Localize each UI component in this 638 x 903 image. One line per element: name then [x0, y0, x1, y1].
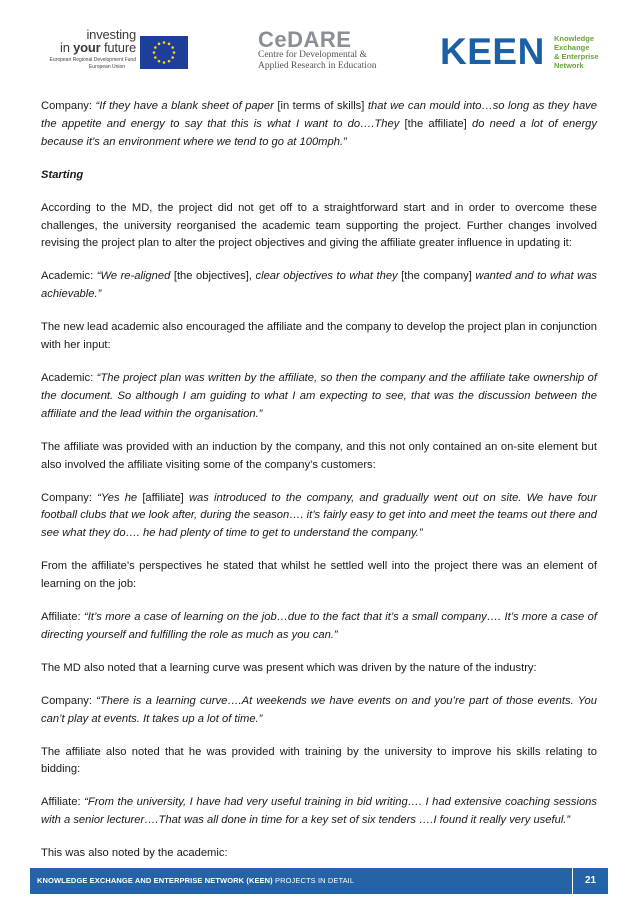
cedare-logo: [258, 27, 398, 74]
cedare-subtitle-line1: Centre for Developmental &: [258, 50, 367, 60]
quote-paragraph-affiliate-2: Affiliate: “From the university, I have had very useful training in bid writing…. I had extensive coaching sessions with a senior lecturer….That was all done in time for a key set of six tenders ….I found it really very useful.”: [41, 796, 597, 827]
body-paragraph-1: According to the MD, the project did not get off to a straightforward start and in order to overcome these challenges, the university reorganised the academic team supporting the project. Further changes involved revising the project plan to alter the project objectives and giving the affiliate greater influence in updating it:: [41, 201, 597, 250]
section-heading-starting: Starting: [41, 168, 84, 181]
body-paragraph-7: This was also noted by the academic:: [41, 847, 228, 860]
document-body: [41, 98, 597, 878]
page-header: [0, 0, 638, 90]
eu-star-icon: [154, 46, 157, 49]
eu-star-icon: [163, 61, 166, 64]
eu-flag-icon: [140, 36, 188, 69]
body-paragraph-4: From the affiliate’s perspectives he stated that whilst he settled well into the project there was an element of learning on the job:: [41, 560, 597, 591]
quote-paragraph-company-2: Company: “Yes he [affiliate] was introduced to the company, and gradually went out on site. We have four football clubs that we look after, during the season…. it’s fairly easy to get into and meet the teams out there and see what they do…. he had plenty of time to get to understand the company.”: [41, 491, 597, 540]
page-footer: [30, 868, 608, 894]
eu-star-icon: [158, 60, 161, 63]
investing-in-your-future-logo: [48, 28, 198, 74]
eu-star-icon: [153, 51, 156, 54]
investing-line2: in your future: [60, 40, 136, 55]
quote-paragraph-company-1: Company: “If they have a blank sheet of paper [in terms of skills] that we can mould into…so long as they have the appetite and energy to say that this is what I want to do….They [the affiliate] do need a lot of energy because it’s an environment where we tend to go at 100mph.”: [41, 100, 597, 148]
footer-title: KNOWLEDGE EXCHANGE AND ENTERPRISE NETWORK (KEEN) PROJECTS IN DETAIL: [37, 876, 355, 885]
body-paragraph-6: The affiliate also noted that he was provided with training by the university to improve his skills relating to bidding:: [41, 745, 597, 776]
page-number: 21: [572, 868, 608, 894]
eu-star-icon: [171, 46, 174, 49]
eu-star-icon: [163, 41, 166, 44]
quote-paragraph-affiliate-1: Affiliate: “It’s more a case of learning on the job…due to the fact that it’s a small company…. It’s more a case of directing yourself and fulfilling the role as much as you can.”: [41, 611, 597, 641]
keen-logo: [440, 30, 610, 80]
body-paragraph-5: The MD also noted that a learning curve was present which was driven by the nature of the industry:: [41, 661, 537, 674]
investing-eu-text: European Union: [88, 64, 126, 70]
eu-star-icon: [168, 43, 171, 46]
keen-wordmark: KEEN: [440, 31, 545, 72]
quote-paragraph-academic-2: Academic: “The project plan was written by the affiliate, so then the company and the affiliate take ownership of the document. So although I am guiding to what I am expecting to see, that was the discussion between the affiliate and the lead within the organisation.”: [41, 371, 597, 420]
eu-star-icon: [154, 56, 157, 59]
quote-paragraph-academic-1: Academic: “We re-aligned [the objectives], clear objectives to what they [the company] wanted and to what was achievable.”: [41, 270, 598, 301]
eu-star-icon: [168, 60, 171, 63]
investing-line1: investing: [86, 27, 136, 42]
body-paragraph-3: The affiliate was provided with an induction by the company, and this not only contained an on-site element but also involved the affiliate visiting some of the company’s customers:: [41, 440, 597, 471]
eu-star-icon: [171, 56, 174, 59]
cedare-subtitle-line2: Applied Research in Education: [258, 61, 377, 71]
eu-star-icon: [158, 43, 161, 46]
investing-fund-text: European Regional Development Fund: [49, 57, 136, 63]
quote-paragraph-company-3: Company: “There is a learning curve….At weekends we have events on and you’re part of those events. You can’t play at events. It takes up a lot of time.”: [41, 694, 597, 725]
cedare-title: CeDARE: [258, 27, 352, 52]
eu-star-icon: [173, 51, 176, 54]
keen-subtitle: Knowledge Exchange & Enterprise Network: [554, 34, 599, 70]
body-paragraph-2: The new lead academic also encouraged the affiliate and the company to develop the project plan in conjunction with her input:: [41, 321, 597, 352]
